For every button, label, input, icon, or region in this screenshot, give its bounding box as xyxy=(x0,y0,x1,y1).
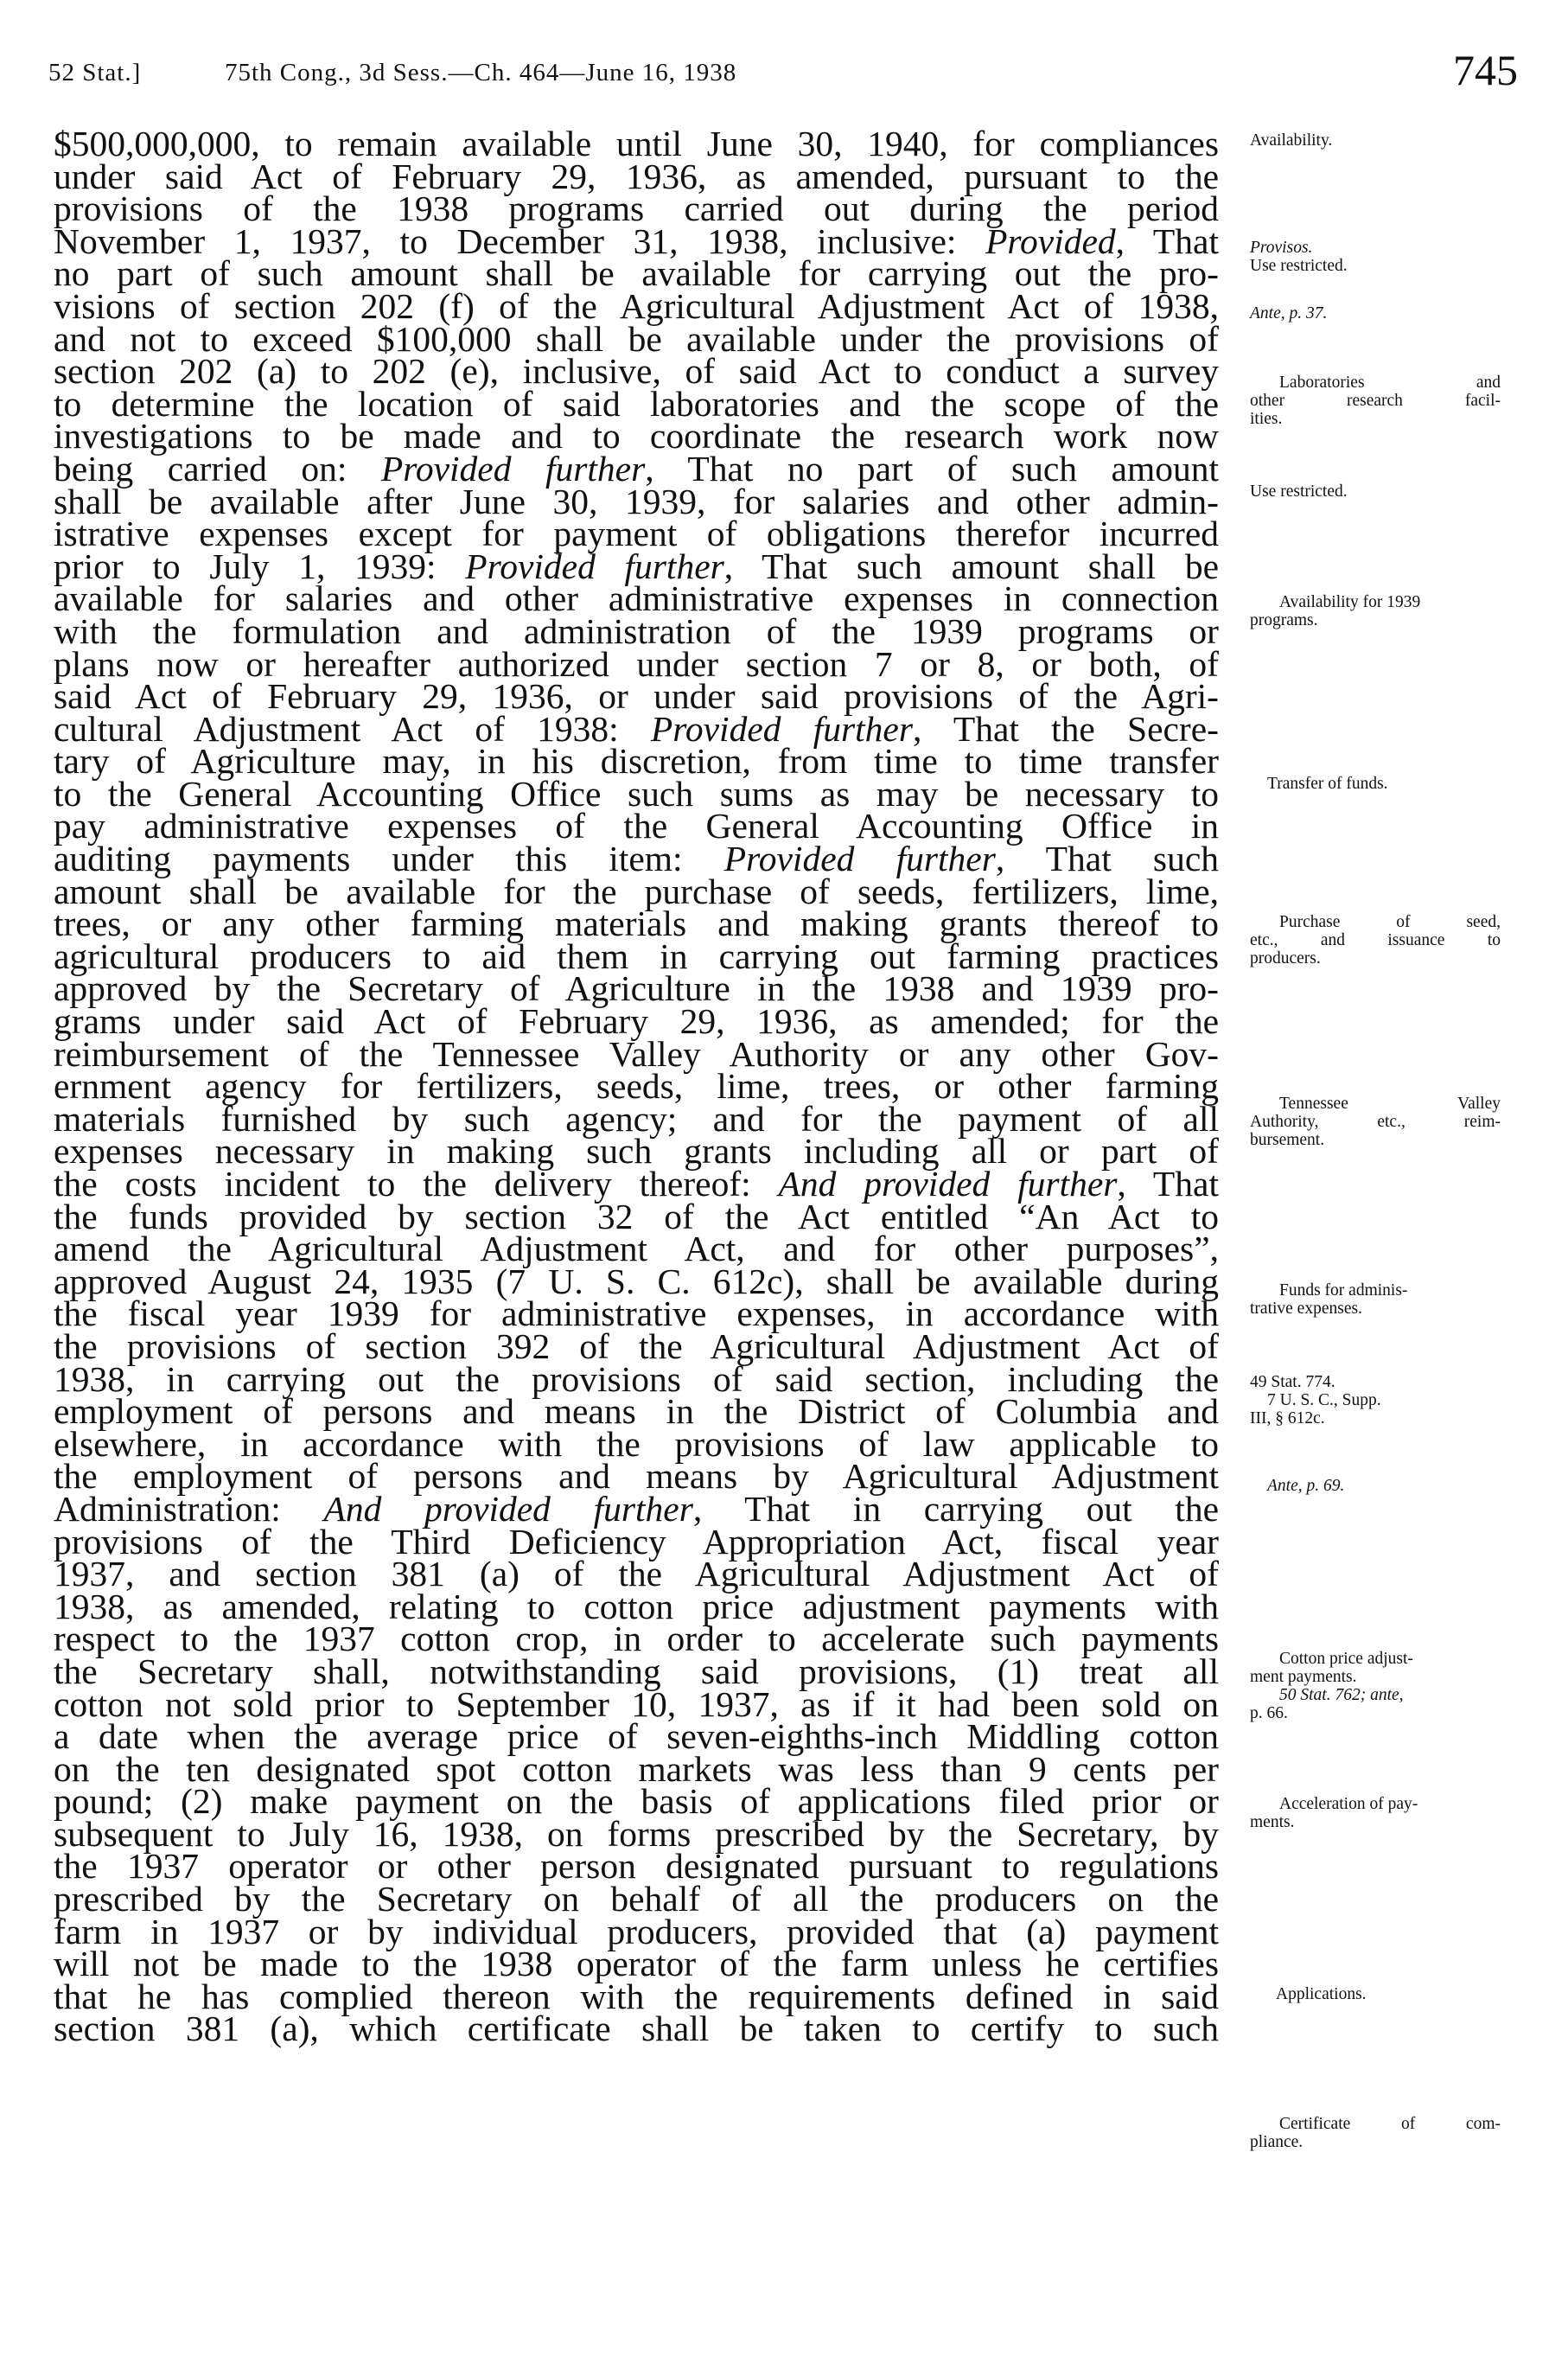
text-line: farm in 1937 or by individual producers, provided that (a) payment xyxy=(54,1911,1219,1951)
text-line: plans now or hereafter authorized under section 7 or 8, or both, of xyxy=(54,643,1219,684)
proviso-italic: Provided further xyxy=(723,839,996,879)
margin-notes xyxy=(1250,0,1501,2363)
text-line: shall be available after June 30, 1939, for salaries and other admin- xyxy=(54,481,1219,521)
proviso-italic: Provided further xyxy=(380,448,646,489)
text-line: no part of such amount shall be available for carrying out the pro- xyxy=(54,253,1219,294)
text-line: amount shall be available for the purchase of seeds, fertilizers, lime, xyxy=(54,871,1219,911)
text-line: a date when the average price of seven-eighths-inch Middling cotton xyxy=(54,1716,1219,1757)
text-line: istrative expenses except for payment of obligations therefor incurred xyxy=(54,514,1219,554)
text-line: expenses necessary in making such grants including all or part of xyxy=(54,1131,1219,1172)
text-line: under said Act of February 29, 1936, as amended, pursuant to the xyxy=(54,156,1219,196)
text-line: trees, or any other farming materials and making grants thereof to xyxy=(54,904,1219,944)
text-line: the 1937 operator or other person designated pursuant to regulations xyxy=(54,1846,1219,1887)
text-line: the costs incident to the delivery thereof: And provided further, That xyxy=(54,1164,1219,1204)
text-line: on the ten designated spot cotton markets was less than 9 cents per xyxy=(54,1748,1219,1789)
text-line: section 381 (a), which certificate shall be taken to certify to such xyxy=(54,2009,1219,2049)
margin-note-citations: 49 Stat. 774. 7 U. S. C., Supp. III, § 612c. xyxy=(1250,1373,1381,1427)
text-line: pound; (2) make payment on the basis of applications filed prior or xyxy=(54,1781,1219,1822)
statute-reference: 52 Stat.] xyxy=(48,59,142,86)
text-line: agricultural producers to aid them in carrying out farming practices xyxy=(54,936,1219,976)
text-line: November 1, 1937, to December 31, 1938, inclusive: Provided, That xyxy=(54,220,1219,261)
text-line: being carried on: Provided further, That no part of such amount xyxy=(54,448,1219,489)
text-line: amend the Agricultural Adjustment Act, and for other purposes”, xyxy=(54,1229,1219,1269)
text-line: to determine the location of said laboratories and the scope of the xyxy=(54,383,1219,424)
proviso-italic: And provided further xyxy=(323,1488,693,1529)
margin-note-acceleration: Acceleration of pay- ments. xyxy=(1250,1795,1418,1831)
text-line: ernment agency for fertilizers, seeds, lime, trees, or other farming xyxy=(54,1066,1219,1107)
text-line: provisions of the 1938 programs carried out during the period xyxy=(54,188,1219,229)
text-line: respect to the 1937 cotton crop, in order to accelerate such payments xyxy=(54,1619,1219,1659)
text-line: with the formulation and administration of the 1939 programs or xyxy=(54,610,1219,651)
text-line: provisions of the Third Deficiency Appropriation Act, fiscal year xyxy=(54,1521,1219,1561)
text-line: that he has complied thereon with the requirements defined in said xyxy=(54,1976,1219,2016)
text-line: employment of persons and means in the District of Columbia and xyxy=(54,1391,1219,1432)
text-line: to the General Accounting Office such sums as may be necessary to xyxy=(54,773,1219,814)
text-line: auditing payments under this item: Provided further, That such xyxy=(54,839,1219,879)
session-line: 75th Cong., 3d Sess.—Ch. 464—June 16, 1938 xyxy=(225,59,737,86)
text-line: visions of section 202 (f) of the Agricultural Adjustment Act of 1938, xyxy=(54,285,1219,326)
text-line: $500,000,000, to remain available until June 30, 1940, for compliances xyxy=(54,124,1219,163)
text-line: cultural Adjustment Act of 1938: Provided further, That the Secre- xyxy=(54,708,1219,749)
margin-note-ante-37: Ante, p. 37. xyxy=(1250,304,1328,323)
text-line: will not be made to the 1938 operator of the farm unless he certifies xyxy=(54,1944,1219,1984)
text-line: tary of Agriculture may, in his discretion, from time to time transfer xyxy=(54,741,1219,782)
text-line: available for salaries and other administrative expenses in connection xyxy=(54,578,1219,619)
page-number: 745 xyxy=(1453,46,1518,94)
margin-note-availability: Availability. xyxy=(1250,131,1333,150)
text-line: the funds provided by section 32 of the Act entitled “An Act to xyxy=(54,1196,1219,1236)
margin-note-certificate: Certificate of com- pliance. xyxy=(1250,2115,1501,2151)
margin-note-applications: Applications. xyxy=(1276,1985,1367,2003)
text-line: the provisions of section 392 of the Agricultural Adjustment Act of xyxy=(54,1325,1219,1366)
text-line: investigations to be made and to coordinate the research work now xyxy=(54,416,1219,457)
text-line: reimbursement of the Tennessee Valley Authority or any other Gov- xyxy=(54,1033,1219,1074)
margin-note-tva: Tennessee Valley Authority, etc., reim- bursement. xyxy=(1250,1095,1501,1149)
text-line: Administration: And provided further, That in carrying out the xyxy=(54,1488,1219,1529)
margin-note-use-restricted: Use restricted. xyxy=(1250,482,1348,501)
margin-note-laboratories: Laboratories and other research facil- ities. xyxy=(1250,374,1501,428)
text-line: cotton not sold prior to September 10, 1937, as if it had been sold on xyxy=(54,1683,1219,1724)
text-line: and not to exceed $100,000 shall be available under the provisions of xyxy=(54,318,1219,359)
text-line: approved August 24, 1935 (7 U. S. C. 612c), shall be available during xyxy=(54,1261,1219,1301)
margin-note-purchase: Purchase of seed, etc., and issuance to producers. xyxy=(1250,913,1501,968)
text-line: grams under said Act of February 29, 1936, as amended; for the xyxy=(54,1001,1219,1042)
text-line: prescribed by the Secretary on behalf of all the producers on the xyxy=(54,1879,1219,1919)
statute-body xyxy=(54,124,1219,2049)
proviso-italic: Provided further xyxy=(650,708,913,749)
text-line: pay administrative expenses of the General Accounting Office in xyxy=(54,806,1219,846)
text-line: the employment of persons and means by Agricultural Adjustment xyxy=(54,1456,1219,1497)
text-line: the fiscal year 1939 for administrative expenses, in accordance with xyxy=(54,1293,1219,1334)
text-line: said Act of February 29, 1936, or under said provisions of the Agri- xyxy=(54,676,1219,717)
margin-note-transfer: Transfer of funds. xyxy=(1267,775,1388,793)
text-line: 1938, in carrying out the provisions of said section, including the xyxy=(54,1358,1219,1399)
margin-note-funds: Funds for adminis- trative expenses. xyxy=(1250,1281,1408,1318)
margin-note-availability-1939: Availability for 1939 programs. xyxy=(1250,593,1421,629)
text-line: 1937, and section 381 (a) of the Agricultural Adjustment Act of xyxy=(54,1554,1219,1594)
text-line: elsewhere, in accordance with the provisions of law applicable to xyxy=(54,1423,1219,1464)
margin-note-ante-69: Ante, p. 69. xyxy=(1267,1477,1345,1495)
text-line: prior to July 1, 1939: Provided further, That such amount shall be xyxy=(54,546,1219,586)
text-line: 1938, as amended, relating to cotton price adjustment payments with xyxy=(54,1586,1219,1626)
proviso-italic: Provided xyxy=(985,220,1116,261)
text-line: section 202 (a) to 202 (e), inclusive, of said Act to conduct a survey xyxy=(54,351,1219,392)
text-line: the Secretary shall, notwithstanding said provisions, (1) treat all xyxy=(54,1651,1219,1691)
margin-note-cotton: Cotton price adjust- ment payments. 50 Stat. 762; ante, p. 66. xyxy=(1250,1650,1413,1722)
margin-note-provisos: Provisos. Use restricted. xyxy=(1250,239,1348,275)
text-line: subsequent to July 16, 1938, on forms prescribed by the Secretary, by xyxy=(54,1813,1219,1854)
proviso-italic: And provided further xyxy=(778,1164,1118,1204)
text-line: materials furnished by such agency; and for the payment of all xyxy=(54,1098,1219,1139)
proviso-italic: Provided further xyxy=(465,546,724,586)
text-line: approved by the Secretary of Agriculture in the 1938 and 1939 pro- xyxy=(54,968,1219,1009)
